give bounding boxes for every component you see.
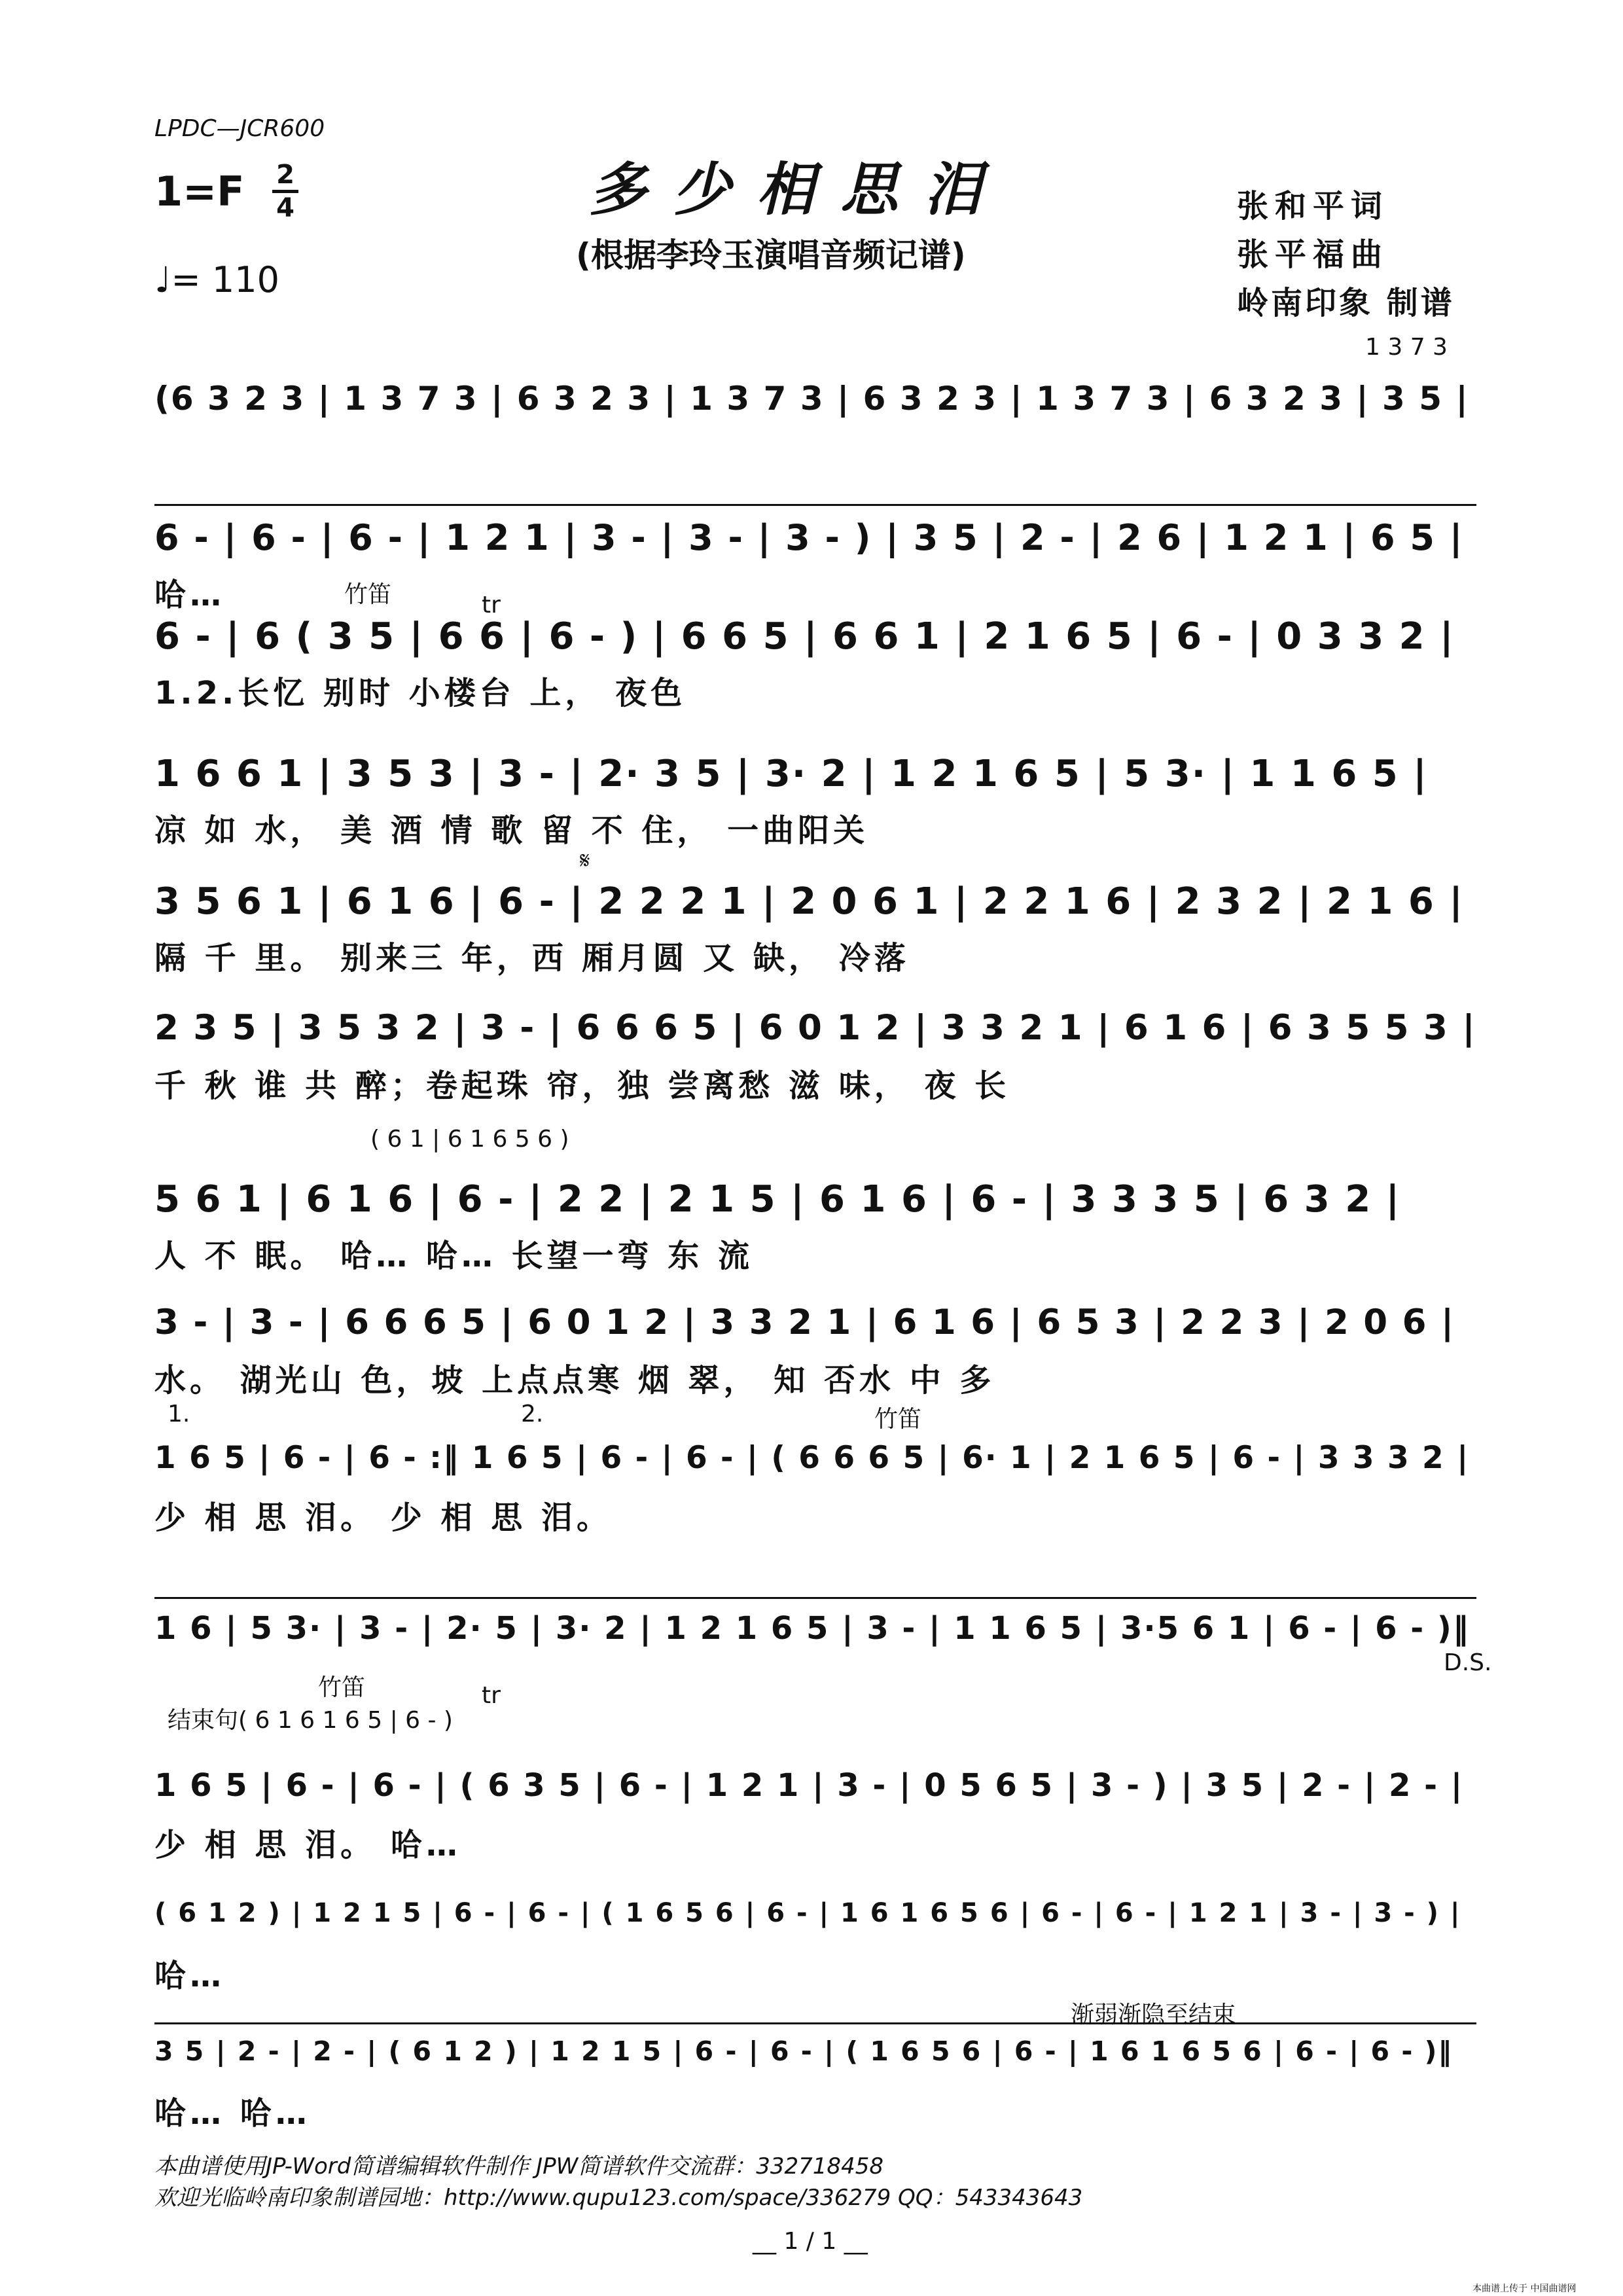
time-signature bbox=[272, 161, 298, 222]
notation-line: 1 6 5 | 6 - | 6 - | ( 6 3 5 | 6 - | 1 2 1 | 3 - | 0 5 6 5 | 3 - ) | 3 5 | 2 - | 2 - | bbox=[154, 1767, 1464, 1804]
system-rule bbox=[154, 1597, 1476, 1599]
lyrics-line: 凉 如 水， 美 酒 情 歌 留 不 住， 一曲阳关 bbox=[154, 812, 869, 849]
score-annotation: 竹笛 bbox=[344, 581, 392, 608]
score-annotation: 竹笛 bbox=[318, 1674, 366, 1701]
score-row bbox=[154, 1008, 1476, 1139]
lyrics-line: 水。 湖光山 色，坡 上点点寒 烟 翠， 知 否水 中 多 bbox=[154, 1362, 995, 1399]
score-annotation: tr bbox=[482, 1682, 501, 1709]
score-annotation: 竹笛 bbox=[874, 1406, 922, 1433]
notation-line: 6 - | 6 - | 6 - | 1 2 1 | 3 - | 3 - | 3 - ) | 3 5 | 2 - | 2 6 | 1 2 1 | 6 5 | bbox=[154, 517, 1464, 558]
score-annotation: ( 6 1 | 6 1 6 5 6 ) bbox=[370, 1126, 569, 1153]
notation-line: ( 6 1 2 ) | 1 2 1 5 | 6 - | 6 - | ( 1 6 5 6 | 6 - | 1 6 1 6 5 6 | 6 - | 6 - | 1 2 1 | 3 - | 3 - ) | bbox=[154, 1898, 1461, 1928]
score-code: LPDC—JCR600 bbox=[154, 115, 325, 142]
notation-line: 3 5 6 1 | 6 1 6 | 6 - | 2 2 2 1 | 2 0 6 1 | 2 2 1 6 | 2 3 2 | 2 1 6 | bbox=[154, 880, 1464, 923]
key-signature: 1=F bbox=[154, 168, 245, 215]
score-row bbox=[154, 753, 1476, 884]
lyrics-line: 哈… bbox=[154, 577, 226, 613]
lyrics-line: 千 秋 谁 共 醉；卷起珠 帘，独 尝离愁 滋 味， 夜 长 bbox=[154, 1067, 1010, 1104]
score-annotation: 1 3 7 3 bbox=[1365, 334, 1448, 361]
system-rule bbox=[154, 2022, 1476, 2024]
score-annotation: D.S. bbox=[1444, 1649, 1492, 1676]
notation-line: 3 - | 3 - | 6 6 6 5 | 6 0 1 2 | 3 3 2 1 | 6 1 6 | 6 5 3 | 2 2 3 | 2 0 6 | bbox=[154, 1302, 1455, 1342]
notation-line: 5 6 1 | 6 1 6 | 6 - | 2 2 | 2 1 5 | 6 1 6 | 6 - | 3 3 3 5 | 6 3 2 | bbox=[154, 1178, 1401, 1221]
lyricist-credit: 张和平词 bbox=[1237, 188, 1389, 224]
score-annotation: 2. bbox=[521, 1401, 544, 1427]
footer-website-line: 欢迎光临岭南印象制谱园地：http://www.qupu123.com/space/336279 QQ：543343643 bbox=[154, 2185, 1083, 2211]
notation-line: 6 - | 6 ( 3 5 | 6 6 | 6 - ) | 6 6 5 | 6 6 1 | 2 1 6 5 | 6 - | 0 3 3 2 | bbox=[154, 615, 1455, 658]
tempo-marking: ♩= 110 bbox=[154, 259, 279, 300]
notation-line: 1 6 | 5 3· | 3 - | 2· 5 | 3· 2 | 1 2 1 6 5 | 3 - | 1 1 6 5 | 3·5 6 1 | 6 - | 6 - )‖ bbox=[154, 1610, 1470, 1647]
score-row bbox=[154, 848, 1476, 1011]
lyrics-line: 哈… 哈… bbox=[154, 2095, 311, 2132]
score-row bbox=[154, 1401, 1476, 1571]
lyrics-line: 哈… bbox=[154, 1958, 226, 1994]
arranger-credit: 岭南印象 制谱 bbox=[1237, 285, 1455, 321]
score-annotation: 𝄋 bbox=[580, 848, 590, 874]
score-annotation: tr bbox=[482, 592, 501, 619]
composer-credit: 张平福曲 bbox=[1237, 236, 1389, 273]
time-sig-bottom: 4 bbox=[276, 193, 294, 223]
time-sig-top: 2 bbox=[276, 160, 294, 190]
score-annotation: 1. bbox=[168, 1401, 190, 1427]
score-row bbox=[154, 1302, 1476, 1433]
lyrics-line: 少 相 思 泪。 哈… bbox=[154, 1827, 461, 1863]
score-row bbox=[154, 1126, 1476, 1309]
score-row bbox=[154, 334, 1476, 511]
system-rule bbox=[154, 504, 1476, 506]
lyrics-line: 1.2.长忆 别时 小楼台 上， 夜色 bbox=[154, 675, 687, 711]
score-row bbox=[154, 1898, 1476, 2029]
notation-line: 1 6 5 | 6 - | 6 - :‖ 1 6 5 | 6 - | 6 - | ( 6 6 6 5 | 6· 1 | 2 1 6 5 | 6 - | 3 3 3 2 | bbox=[154, 1440, 1470, 1476]
score-annotation: 渐弱渐隐至结束 bbox=[1071, 2001, 1236, 2028]
notation-line: 2 3 5 | 3 5 3 2 | 3 - | 6 6 6 5 | 6 0 1 2 | 3 3 2 1 | 6 1 6 | 6 3 5 5 3 | bbox=[154, 1008, 1476, 1048]
score-row bbox=[154, 2001, 1476, 2166]
score-row bbox=[154, 581, 1476, 746]
song-title: 多少相思泪 bbox=[589, 155, 1008, 223]
corner-watermark: 本曲谱上传于 中国曲谱网 bbox=[1472, 2284, 1577, 2294]
page-number: __ 1 / 1 __ bbox=[753, 2228, 868, 2255]
lyrics-line: 少 相 思 泪。 少 相 思 泪。 bbox=[154, 1499, 612, 1536]
song-subtitle: (根据李玲玉演唱音频记谱) bbox=[576, 236, 966, 274]
score-annotation: 结束句( 6 1 6 1 6 5 | 6 - ) bbox=[168, 1707, 453, 1734]
notation-line: 1 6 6 1 | 3 5 3 | 3 - | 2· 3 5 | 3· 2 | 1 2 1 6 5 | 5 3· | 1 1 6 5 | bbox=[154, 753, 1428, 795]
score-row bbox=[154, 1674, 1476, 1898]
notation-line: 3 5 | 2 - | 2 - | ( 6 1 2 ) | 1 2 1 5 | 6 - | 6 - | ( 1 6 5 6 | 6 - | 1 6 1 6 5 6 | 6 - | 6 - )‖ bbox=[154, 2036, 1453, 2067]
lyrics-line: 人 不 眠。 哈… 哈… 长望一弯 东 流 bbox=[154, 1238, 753, 1274]
lyrics-line: 隔 千 里。 别来三 年，西 厢月圆 又 缺， 冷落 bbox=[154, 940, 910, 977]
footer-software-line: 本曲谱使用JP-Word简谱编辑软件制作 JPW简谱软件交流群：332718458 bbox=[154, 2153, 883, 2179]
notation-line: (6 3 2 3 | 1 3 7 3 | 6 3 2 3 | 1 3 7 3 | 6 3 2 3 | 1 3 7 3 | 6 3 2 3 | 3 5 | bbox=[154, 380, 1469, 418]
